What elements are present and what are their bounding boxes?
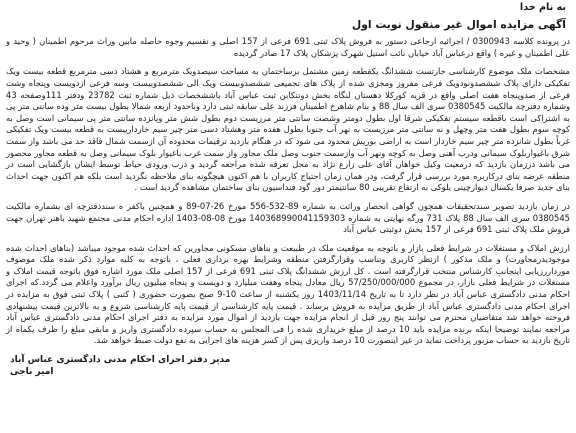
signature-name: امیر ناجی — [10, 367, 54, 378]
paragraph-valuation-terms: ارزش املاک و مستغلات در شرایط فعلی بازار و باتوجه به موقعیت ملک در طبیعت و بناهای مسکونی مجاورین که احداث شده موجود میباشد (بناهای احداث شده موجودیدرمجاورت) و ملک مذکور ) ازنظر کاربری وتناسب وقرارگرفتن منطقه وشرایط بهره برداری فعلی ، باتوجه به کلیه موارد ذکر شده ملک موصوف مورداررزیابی اینجانب کارشناس منتخب قرارگرفته است . کل ارزش ششدانگ پلاک ثبتی 691 فرعی از 157 اصلی ملک مورد اشاره فوق باتوجه قیمت املاک و مستغلات در شرایط فعلی بازار، در مجموع 57/250/000/000 ریال معادل پنجاه وهفت میلیارد و دویست و پنجاه میلیون ریال برآورد واعلام می گردد.که اجرای احکام مدنی دادگستری عباس آباد در نظر دارد تا به تاریخ 1403/11/14 روز یکشنبه از ساعت 10-9 صبح بصورت حضوری ( کتبی ) پلاک ثبتی فوق به مزایده در اجرای احکام مدنی دادگستری عباس آباد از طریق مزایده به فروش برساند . قیمت پایه کارشناسی از قیمت پایه کارشناسی شروع و به بالاترین قیمت پیشنهادی فروخته خواهد شد متقاضیان محترم می توانند پنج روز قبل از انجام مزایده جهت بازدید از اموال مورد مزایده به دفتر اجرای احکام مدنی دادگستری عباس آباد مراجعه نمایند توضیحا اینکه برنده مزایده باید 10 درصد از مبلغ خریداری شده را فی المجلس به حساب سپرده دادگستری واریز و مابقی مبلغ را ظرف یکماه از تاریخ بازدید به حساب مزبور پرداخت نماید در غیر اینصورت 10 درصد واریزی پس از کسر هزینه های اجرایی به نفع دولت ضبط خواهد شد. — [6, 242, 571, 346]
signature-block — [6, 354, 570, 378]
paragraph-case: در پرونده کلاسه 0300943 / اجرائیه ارجاعی دستور به فروش پلاک ثبتی 691 فرعی از 157 اصلی و تقسیم وجوه حاصله مابین وراث مرحوم اطمینان ( وحید و علی اطمینان و غیره ) واقع درعباس آباد خیابان نائب استیل شهرک پزشکان پلاک 17 صادر گردیده — [6, 36, 570, 58]
auction-notice — [6, 2, 570, 430]
notice-title: آگهی مزایده اموال غیر منقول نوبت اول — [351, 17, 566, 31]
paragraph-documents: در زمان بازدید تصویر سندتحقیقات همچون گواهی انحصار وراثت به شماره 89-532-556 مورخ 26-07-89 و همچنین باکفر ه سندذقترچه ای بشماره مالکیت 0380545 سری الف سال 88 پلاک 731 ورگه نهایتی به شماره 140368990041159303 مورخ 08-08-1403 اداره احکام مدنی مجتمع شهید باهنر تهران جهت قروش ملک پلاک ثبتی 691 فرعی از 157 بخش دوثبتی عباس آباد — [6, 200, 570, 235]
heading: به نام خدا — [519, 2, 566, 13]
paragraph-property-description: مشخصات ملک موضوع کارشناسی جارتست ششدانگ یکقطعه زمین مشتمل برساختمان به مساحت سیصدویک مترمربع و هشتاد دسی مترمربع قطعه بیست ویک تفکیکی دارای پلاک ششصدونودویک فرعی مفروز ومجزی شده از پلاک های تجمیعی ششصدوبیست ویک الی ششصدوبیست وسه فرعی ازدویست وپنجاه وشت فرعی از صدوپنجاه هفت اصلی واقع در قریه کورکلا دهستان لنگاه بخش دوتنکابن ثبت عباس آباد باششخصات ذیل شماره ثبت 23782 ودفتر 111وصفحه 43 وشماره دفترچه مالکیت 0380545 سری الف سال 88 و بنام شاهرخ اطمینان فرزند علی سابقه ثبتی دارد وباحدود اربعه شمالا بطول بیست متر وده سانتی متر پی به اشتراکی است باقطعه سیستم تفکیکی شرقا اول بطول دومتر وشصت سانتی متر مرزیست دوم بطول شش متر وپانزده سانتی متر پی سیمانی است وصل به کوچه سوم بطول هفت متر وچهل و نه سانتی متر مرزیست به نهر آب جنوبا بطول هفده متر وهشتاد دسی متر چیر سیم خاردارییست به قطعه بیست ویک تفکیکی غرباً بطول شانزده متر چیر سیم خاردار است به اراضی بوریش محدود می شود که در هنگام بازدید ترقیمات محدوده آن ازسمت شمال فاقد حد می باشد واز سمت شرق باغیواربلوک سیمانی ودرب آهنی وصل به کوچه ونهر آب وازسمت جنوب وصل ملک مجاور واز سمت غرب باغیوار بلوک سیمانی وصل به قطعه مجاور محصور می باشد درزمان بازدید که درمعیت وکیل خواهان آقای علی زارع نژاد به محل تعرفه شده مراجعه گردید و درب ورودی حیاط توسط ایشان بازگشایی است در منطقه عرضه بنای درکاربره مورد بررسی قرار گرفت، ودر همان زمان احتیاج کاربران با هم اکنون هیچگونه بنای ملاحظه نگردید است بلکه هم اکنون جهت احداث بنای جدید صرفا یکسال دیوارچینی بلوکی به ارتفاع تقریبی 80 سانتیمتر دور گود فنداسیون بنای ساختمان مشاهده گردید است . — [6, 66, 571, 193]
signature-office: مدیر دفتر اجرای احکام مدنی دادگستری عباس آباد — [10, 355, 231, 366]
